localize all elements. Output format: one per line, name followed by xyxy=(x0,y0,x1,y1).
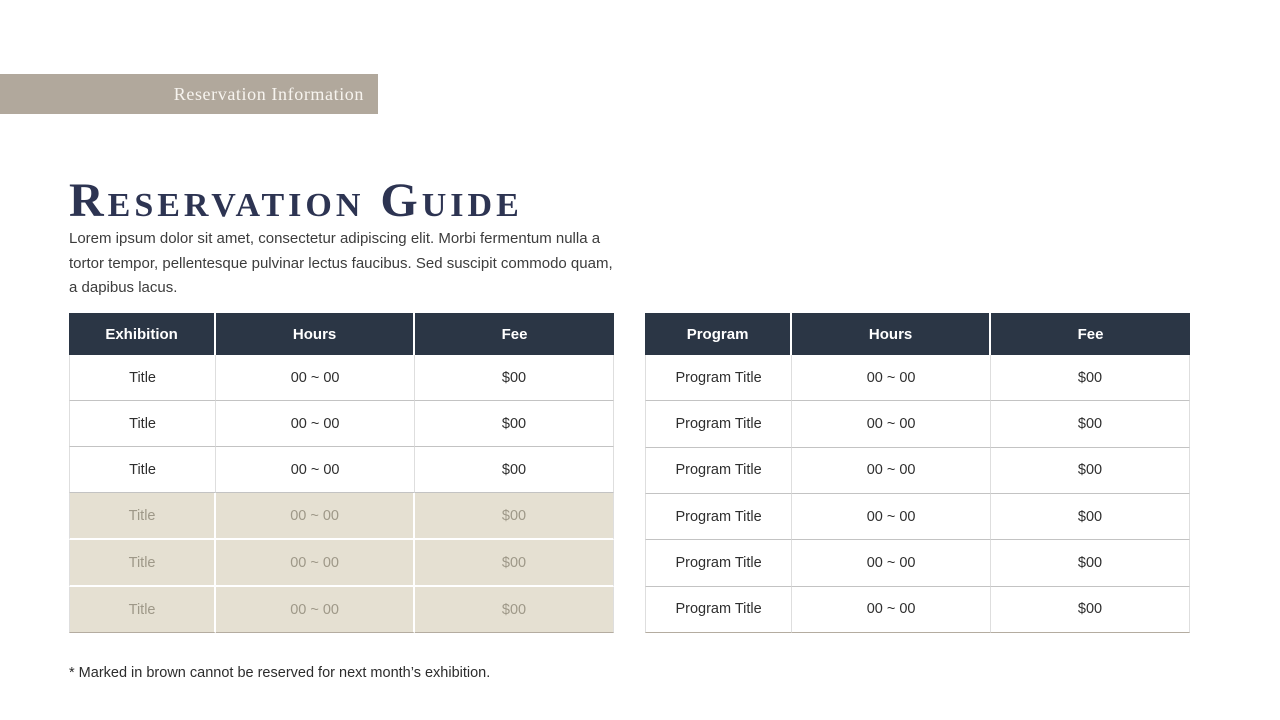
column-header-hours: Hours xyxy=(216,313,415,355)
table-header-row xyxy=(69,313,614,355)
program-table xyxy=(645,313,1190,633)
table-cell: $00 xyxy=(991,587,1190,633)
table-row-highlighted xyxy=(69,540,614,587)
table-cell: 00 ~ 00 xyxy=(216,587,415,633)
table-cell: Program Title xyxy=(645,587,792,633)
table-cell: $00 xyxy=(991,494,1190,540)
section-banner xyxy=(0,74,378,114)
table-cell: 00 ~ 00 xyxy=(216,540,415,587)
table-row xyxy=(645,540,1190,586)
tables-row xyxy=(69,313,1190,633)
table-row-highlighted xyxy=(69,493,614,540)
table-row xyxy=(645,587,1190,633)
table-cell: $00 xyxy=(415,401,614,447)
table-row xyxy=(69,355,614,401)
table-cell: $00 xyxy=(991,540,1190,586)
table-row xyxy=(645,448,1190,494)
table-row xyxy=(645,401,1190,447)
table-cell: 00 ~ 00 xyxy=(216,401,415,447)
table-cell: $00 xyxy=(991,448,1190,494)
table-row xyxy=(69,401,614,447)
footnote: * Marked in brown cannot be reserved for next month’s exhibition. xyxy=(69,664,491,681)
column-header-fee: Fee xyxy=(415,313,614,355)
table-cell: 00 ~ 00 xyxy=(792,494,991,540)
table-cell: Program Title xyxy=(645,494,792,540)
table-cell: 00 ~ 00 xyxy=(792,587,991,633)
table-cell: $00 xyxy=(991,355,1190,401)
table-row xyxy=(645,355,1190,401)
table-cell: $00 xyxy=(415,447,614,493)
column-header-exhibition: Exhibition xyxy=(69,313,216,355)
table-cell: Program Title xyxy=(645,355,792,401)
table-cell: Program Title xyxy=(645,448,792,494)
table-cell: $00 xyxy=(415,355,614,401)
table-cell: Title xyxy=(69,493,216,540)
exhibition-table xyxy=(69,313,614,633)
column-header-hours: Hours xyxy=(792,313,991,355)
table-cell: Title xyxy=(69,540,216,587)
table-cell: 00 ~ 00 xyxy=(792,401,991,447)
table-cell: 00 ~ 00 xyxy=(216,493,415,540)
table-row xyxy=(645,494,1190,540)
table-header-row xyxy=(645,313,1190,355)
section-banner-label: Reservation Information xyxy=(173,83,364,104)
table-cell: $00 xyxy=(415,587,614,633)
table-cell: $00 xyxy=(415,493,614,540)
table-cell: 00 ~ 00 xyxy=(792,448,991,494)
page-title: Reservation Guide xyxy=(69,174,523,228)
table-cell: 00 ~ 00 xyxy=(792,540,991,586)
table-row xyxy=(69,447,614,493)
table-cell: Title xyxy=(69,401,216,447)
table-row-highlighted xyxy=(69,587,614,633)
table-cell: Program Title xyxy=(645,401,792,447)
table-cell: Program Title xyxy=(645,540,792,586)
column-header-fee: Fee xyxy=(991,313,1190,355)
column-header-program: Program xyxy=(645,313,792,355)
intro-text: Lorem ipsum dolor sit amet, consectetur adipiscing elit. Morbi fermentum nulla a tortor tempor, pellentesque pulvinar lectus faucibus. Sed suscipit commodo quam, a dapibus lacus. xyxy=(69,230,613,296)
table-cell: Title xyxy=(69,447,216,493)
table-cell: Title xyxy=(69,355,216,401)
table-cell: Title xyxy=(69,587,216,633)
table-cell: 00 ~ 00 xyxy=(216,355,415,401)
table-cell: 00 ~ 00 xyxy=(792,355,991,401)
table-cell: $00 xyxy=(415,540,614,587)
table-cell: $00 xyxy=(991,401,1190,447)
table-cell: 00 ~ 00 xyxy=(216,447,415,493)
